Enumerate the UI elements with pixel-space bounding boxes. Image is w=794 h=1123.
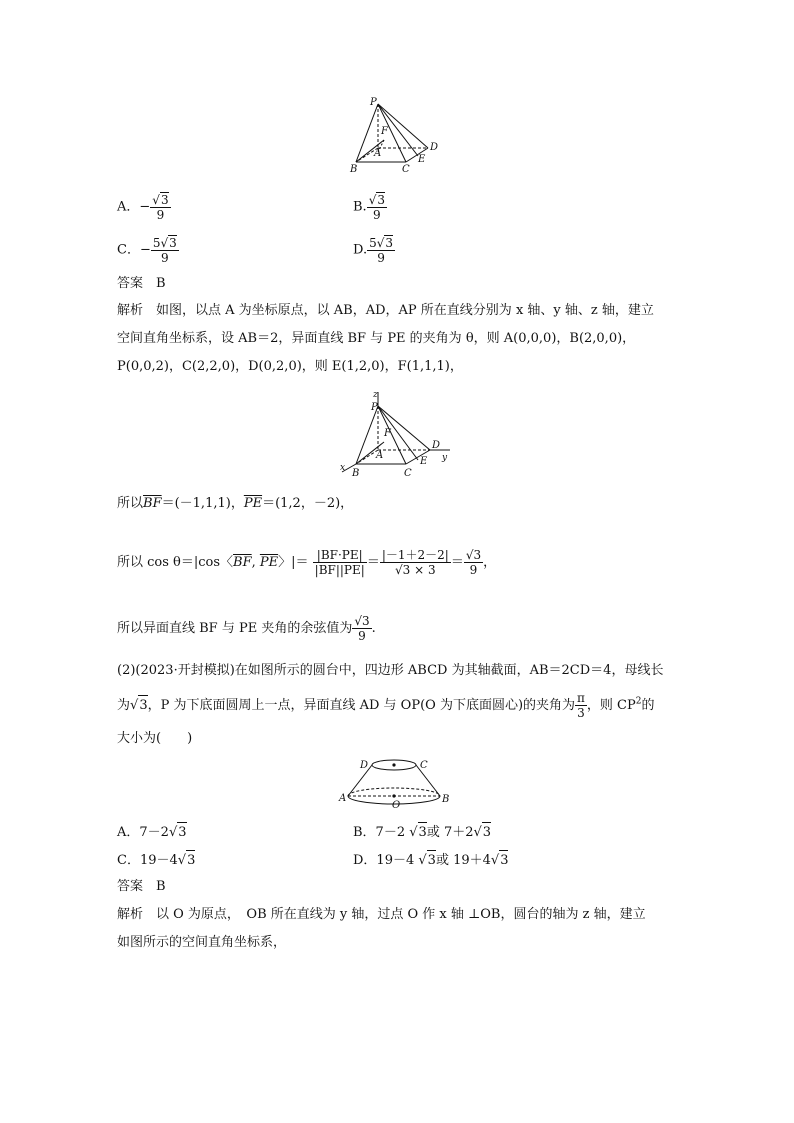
label-C: C [402, 164, 410, 175]
option2-a: A．7－2√3 [117, 822, 187, 843]
option2-d-mid: 或 19＋4 [435, 853, 491, 868]
option-a-num: 3 [160, 193, 169, 207]
option2-b-rad: 3 [418, 822, 427, 843]
option-d-den: 9 [377, 251, 385, 265]
axis-y: y [442, 453, 448, 463]
frustum-O: O [392, 800, 401, 811]
cos-fraction-1 [313, 548, 367, 577]
option2-b: B．7－2 √3或 7＋2√3 [353, 822, 491, 843]
cos-tail: ， [483, 555, 497, 570]
explanation-2-line-2: 如图所示的空间直角坐标系， [117, 935, 287, 950]
label-E: E [418, 154, 426, 165]
cos-den-3: 9 [469, 563, 478, 577]
cos-num-2: |－1＋2－2| [381, 548, 449, 562]
cos-num-3: √3 [465, 548, 482, 562]
cos-den-2: √3 × 3 [395, 563, 436, 577]
question-2-line-1: (2)(2023·开封模拟)在如图所示的圆台中，四边形 ABCD 为其轴截面，AB＝2CD＝4，母线长 [117, 663, 664, 678]
option2-d-text: D．19－4 [353, 853, 419, 868]
q2-l2d: ，则 CP [586, 698, 636, 713]
vector-prefix: 所以 [117, 496, 144, 511]
conclusion-den: 9 [358, 629, 366, 643]
option-c-label: C． [117, 242, 140, 258]
label-F: F [381, 126, 388, 137]
label2-E: E [420, 456, 428, 467]
label2-F: F [384, 428, 391, 439]
q2-fraction [575, 691, 587, 720]
vector-pe: $\overline{PE}$ [243, 496, 263, 511]
option-c-den: 9 [161, 251, 169, 265]
q2-sup: 2 [635, 696, 642, 707]
cos-eq-2: ＝ [450, 555, 464, 570]
conclusion-fraction [352, 614, 371, 643]
cos-num-1: |BF·PE| [313, 548, 367, 563]
option-c [117, 235, 179, 265]
answer-1: 答案 B [117, 276, 166, 291]
q2-num: π [577, 691, 585, 705]
explanation-1-line-3: P(0,0,2)，C(2,2,0)，D(0,2,0)，则 E(1,2,0)，F(1,1,1)， [117, 359, 463, 374]
axis-x: x [340, 463, 346, 473]
label-A: A [374, 148, 382, 159]
option-b [353, 192, 387, 222]
cos-prefix: 所以 cos θ＝|cos〈 [117, 555, 234, 570]
option2-c: C．19－4√3 [117, 850, 195, 871]
answer-2: 答案 B [117, 879, 166, 894]
option2-b-mid: 或 7＋2 [426, 825, 474, 840]
option-b-den: 9 [373, 208, 381, 222]
label2-B: B [352, 468, 360, 479]
option2-b-text: B．7－2 [353, 825, 410, 840]
cos-fraction-3 [464, 548, 483, 577]
cos-mid: , [251, 555, 260, 570]
frustum-D: D [360, 760, 369, 771]
option-d-coef: 5 [369, 236, 377, 250]
label2-A: A [376, 450, 384, 461]
option2-c-text: C．19－4 [117, 853, 178, 868]
q2-den: 3 [577, 706, 585, 720]
option2-d-rad2: 3 [499, 850, 508, 871]
axis-z: z [373, 390, 378, 400]
option-a [117, 192, 171, 222]
option2-d: D．19－4 √3或 19＋4√3 [353, 850, 508, 871]
option-d-label: D. [353, 242, 368, 258]
conclusion-line [117, 614, 376, 643]
cos-end: 〉|＝ [278, 555, 309, 570]
q2-l2a: 为 [117, 698, 131, 713]
option-b-fraction: $\frac{√3}{9}$ [368, 193, 385, 222]
q2-l2c: ，P 为下底面圆周上一点，异面直线 AD 与 OP(O 为下底面圆心)的夹角为 [147, 698, 576, 713]
question-2-line-2: 为√3，P 为下底面圆周上一点，异面直线 AD 与 OP(O 为下底面圆心)的夹角为 $\frac{\pi}{3}$ ，则 $CP^2$的 [117, 691, 655, 720]
option-c-num: 3 [169, 236, 177, 250]
explanation-1-line-1: 解析 如图，以点 A 为坐标原点，以 AB，AD，AP 所在直线分别为 x 轴、y 轴、z 轴，建立 [117, 303, 654, 318]
cos-line [117, 548, 496, 577]
option-c-coef: 5 [152, 236, 161, 250]
vector-bf: $\overline{BF}$ [143, 496, 162, 511]
explanation-1-line-2: 空间直角坐标系，设 AB＝2，异面直线 BF 与 PE 的夹角为 θ，则 A(0,0,0)，B(2,0,0)， [117, 331, 636, 346]
option-a-fraction: $\frac{√3}{9}$ [152, 193, 169, 222]
frustum-C: C [420, 760, 428, 771]
option2-a-text: A．7－2 [117, 825, 169, 840]
cos-eq: ＝ [366, 555, 380, 570]
option-c-fraction: $\frac{5√3}{9}$ [152, 236, 177, 265]
conclusion-text: 所以异面直线 BF 与 PE 夹角的余弦值为 [117, 621, 353, 636]
pyramid-figure [348, 96, 448, 178]
option-a-label: A． [117, 199, 140, 215]
label2-P: P [371, 402, 378, 413]
option-a-den: 9 [156, 208, 165, 222]
vector-bf-value: ＝(－1,1,1)， [161, 496, 244, 511]
cos-den-1: |BF||PE| [314, 563, 365, 577]
frustum-figure [338, 754, 458, 812]
option-d-num: 3 [385, 236, 394, 250]
option-b-num: 3 [377, 193, 385, 207]
conclusion-num: √3 [354, 614, 370, 628]
label2-D: D [432, 440, 441, 451]
option2-d-rad: 3 [427, 850, 436, 871]
label-P: P [370, 97, 377, 108]
explanation-2-line-1: 解析 以 O 为原点， OB 所在直线为 y 轴，过点 O 作 x 轴 ⊥OB，圆台的轴为 z 轴，建立 [117, 907, 646, 922]
frustum-B: B [442, 794, 450, 805]
q2-l2e: 的 [641, 698, 655, 713]
q2-l2b: 3 [138, 695, 147, 716]
option2-a-rad: 3 [177, 822, 186, 843]
option-d-fraction: $\frac{5√3}{9}$ [369, 236, 394, 265]
option2-b-rad2: 3 [482, 822, 491, 843]
frustum-A: A [339, 793, 347, 804]
vector-line [117, 494, 353, 514]
pyramid-axes-figure [338, 388, 458, 480]
question-2-line-3: 大小为( ) [117, 731, 193, 746]
option-c-sign: − [139, 242, 151, 258]
option2-c-rad: 3 [186, 850, 195, 871]
option-b-label: B. [353, 199, 367, 215]
label-B: B [350, 164, 358, 175]
option-d [353, 235, 395, 265]
conclusion-tail: . [371, 621, 376, 636]
vector-pe-value: ＝(1,2，－2)， [262, 496, 354, 511]
cos-bf: $\overline{BF}$ [233, 555, 252, 570]
label2-C: C [404, 468, 412, 479]
label-D: D [430, 142, 439, 153]
option-a-sign: − [139, 199, 151, 215]
cos-fraction-2 [380, 548, 451, 577]
cos-pe: $\overline{PE}$ [259, 555, 279, 570]
